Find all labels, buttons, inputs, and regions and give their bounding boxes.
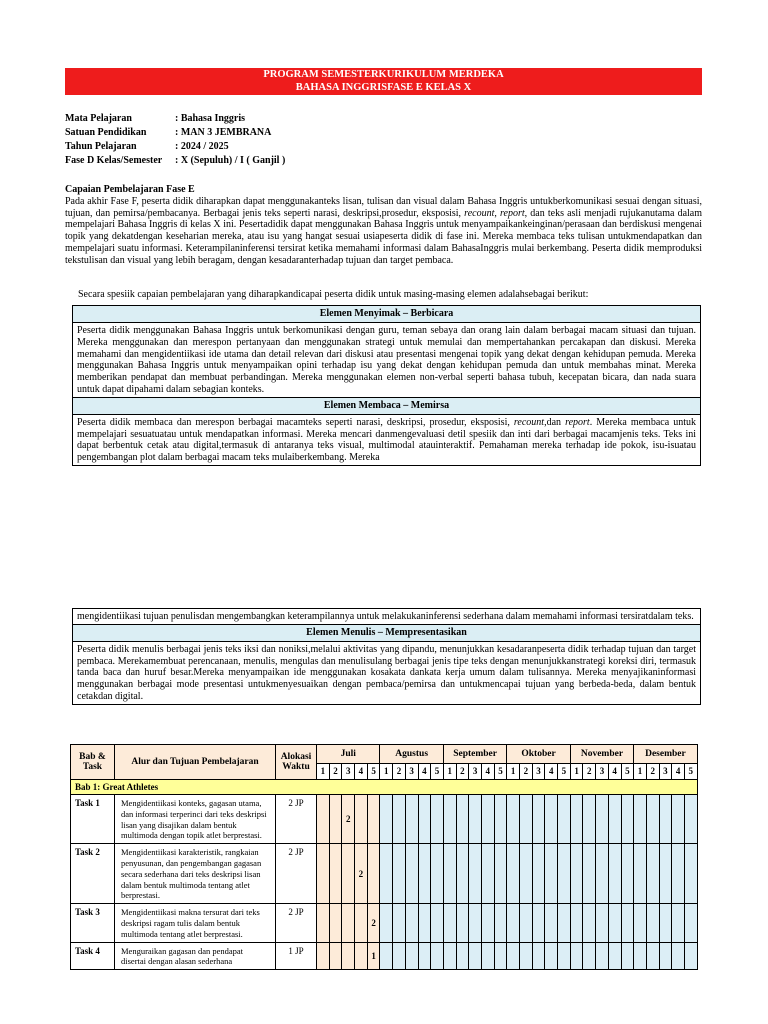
week-cell xyxy=(405,904,418,942)
week-number: 2 xyxy=(456,763,469,779)
week-cell xyxy=(342,942,355,970)
week-cell xyxy=(684,795,697,844)
week-cell xyxy=(431,904,444,942)
week-cell xyxy=(507,844,520,904)
week-cell xyxy=(481,904,494,942)
menyimak-heading: Elemen Menyimak – Berbicara xyxy=(73,306,700,323)
week-number: 4 xyxy=(481,763,494,779)
week-cell xyxy=(646,844,659,904)
week-cell xyxy=(393,795,406,844)
info-value: : MAN 3 JEMBRANA xyxy=(175,127,272,138)
week-cell xyxy=(583,844,596,904)
week-number: 1 xyxy=(570,763,583,779)
week-cell xyxy=(583,942,596,970)
week-cell xyxy=(659,904,672,942)
info-row xyxy=(65,140,285,154)
task-alokasi: 2 JP xyxy=(276,844,317,904)
week-cell xyxy=(545,795,558,844)
week-cell xyxy=(329,795,342,844)
week-cell xyxy=(481,795,494,844)
week-cell xyxy=(418,844,431,904)
week-cell xyxy=(672,942,685,970)
week-cell xyxy=(596,795,609,844)
week-cell xyxy=(317,904,330,942)
info-row xyxy=(65,112,285,126)
week-cell xyxy=(469,904,482,942)
week-number: 1 xyxy=(380,763,393,779)
week-number: 1 xyxy=(507,763,520,779)
title-line-2: BAHASA INGGRISFASE E KELAS X xyxy=(295,82,472,93)
task-name: Task 2 xyxy=(71,844,115,904)
task-name: Task 1 xyxy=(71,795,115,844)
week-cell xyxy=(507,795,520,844)
week-cell xyxy=(672,844,685,904)
week-cell xyxy=(532,942,545,970)
week-cell xyxy=(545,844,558,904)
week-cell xyxy=(456,904,469,942)
month-header: Juli xyxy=(317,745,380,764)
week-cell xyxy=(684,904,697,942)
week-cell xyxy=(520,904,533,942)
week-cell xyxy=(558,942,571,970)
week-cell xyxy=(342,904,355,942)
week-cell xyxy=(380,942,393,970)
week-cell xyxy=(684,942,697,970)
week-cell xyxy=(672,904,685,942)
week-cell xyxy=(634,942,647,970)
week-cell xyxy=(532,844,545,904)
task-description: Menguraikan gagasan dan pendapat disertai dengan alasan sederhana xyxy=(115,942,276,970)
week-number: 2 xyxy=(329,763,342,779)
element-box-page2 xyxy=(72,608,701,705)
week-cell xyxy=(583,795,596,844)
membaca-heading: Elemen Membaca – Memirsa xyxy=(73,397,700,415)
week-cell xyxy=(672,795,685,844)
week-cell xyxy=(469,844,482,904)
week-number: 5 xyxy=(558,763,571,779)
week-number: 2 xyxy=(583,763,596,779)
week-cell xyxy=(469,795,482,844)
week-cell xyxy=(431,795,444,844)
week-cell xyxy=(583,904,596,942)
table-row xyxy=(71,844,698,904)
week-number: 4 xyxy=(672,763,685,779)
week-number: 2 xyxy=(393,763,406,779)
week-cell xyxy=(545,904,558,942)
week-cell xyxy=(621,844,634,904)
title-banner xyxy=(65,68,702,95)
week-cell xyxy=(469,942,482,970)
membaca-text: Peserta didik membaca dan merespon berbagai macamteks seperti narasi, deskripsi, prosedur, eksposisi, recount,dan report. Mereka membaca untuk mempelajari sesuatuatau untuk mendapatkan informasi. Mereka mencari danmengevaluasi detil spesiik dan inti dari berbagai macamjenis teks. Teks ini dapat berbentuk cetak atau digital,termasuk di antaranya teks visual, multimodal atauinteraktif. Pemahaman mereka terhadap ide pokok, isu-isuatau pengembangan plot dalam berbagai macam teks mulaiberkembang. Mereka xyxy=(77,416,696,464)
week-cell xyxy=(443,904,456,942)
week-cell xyxy=(520,844,533,904)
capaian-title: Capaian Pembelajaran Fase E xyxy=(65,184,195,195)
week-cell xyxy=(317,942,330,970)
month-header: Oktober xyxy=(507,745,570,764)
week-cell xyxy=(456,942,469,970)
week-cell xyxy=(443,844,456,904)
week-cell xyxy=(380,844,393,904)
week-cell xyxy=(646,904,659,942)
week-number: 1 xyxy=(317,763,330,779)
col-alokasi-header: Alokasi Waktu xyxy=(276,745,317,780)
week-number: 3 xyxy=(532,763,545,779)
week-number: 3 xyxy=(596,763,609,779)
week-cell xyxy=(317,844,330,904)
week-number: 1 xyxy=(634,763,647,779)
week-cell xyxy=(494,942,507,970)
week-cell xyxy=(418,942,431,970)
week-number: 5 xyxy=(431,763,444,779)
week-number: 5 xyxy=(367,763,380,779)
week-cell xyxy=(646,795,659,844)
element-box-page1 xyxy=(72,305,701,466)
week-cell xyxy=(570,795,583,844)
week-cell xyxy=(431,942,444,970)
week-cell xyxy=(507,942,520,970)
task-alokasi: 2 JP xyxy=(276,904,317,942)
info-label: Fase D Kelas/Semester xyxy=(65,155,163,166)
week-cell xyxy=(329,844,342,904)
week-cell xyxy=(634,904,647,942)
week-cell xyxy=(494,795,507,844)
info-label: Satuan Pendidikan xyxy=(65,127,147,138)
info-block xyxy=(65,112,285,168)
menulis-heading: Elemen Menulis – Mempresentasikan xyxy=(73,624,700,642)
week-cell xyxy=(596,844,609,904)
task-alokasi: 2 JP xyxy=(276,795,317,844)
bab-title: Bab 1: Great Athletes xyxy=(71,780,698,795)
week-cell xyxy=(684,844,697,904)
week-cell xyxy=(659,795,672,844)
week-number: 4 xyxy=(545,763,558,779)
membaca-text-continued: mengidentiikasi tujuan penulisdan mengembangkan keterampilannya untuk melakukaninferensi sederhana dalam memahami informasi tersiratdalam teks. xyxy=(77,611,694,622)
week-cell xyxy=(456,844,469,904)
week-cell xyxy=(418,904,431,942)
week-cell xyxy=(608,942,621,970)
task-name: Task 3 xyxy=(71,904,115,942)
week-cell xyxy=(393,904,406,942)
week-cell xyxy=(494,844,507,904)
week-cell xyxy=(520,942,533,970)
week-number: 3 xyxy=(405,763,418,779)
week-cell xyxy=(355,942,368,970)
week-cell: 2 xyxy=(367,904,380,942)
week-cell xyxy=(481,844,494,904)
week-cell xyxy=(646,942,659,970)
week-cell xyxy=(621,904,634,942)
week-number: 5 xyxy=(684,763,697,779)
week-cell xyxy=(355,795,368,844)
bab-row xyxy=(71,780,698,795)
info-value: : X (Sepuluh) / I ( Ganjil ) xyxy=(175,155,286,166)
week-cell xyxy=(570,904,583,942)
info-label: Mata Pelajaran xyxy=(65,113,132,124)
table-row xyxy=(71,904,698,942)
week-cell xyxy=(367,844,380,904)
menulis-text: Peserta didik menulis berbagai jenis teks iksi dan noniksi,melalui aktivitas yang dipandu, menunjukkan kesadaranpeserta didik terhadap tujuan dan target pembaca. Merekamembuat perencanaan, menulis, mengulas dan menulisulang berbagai jenis tipe teks dengan menunjukkanstrategi koreksi diri, termasuk tanda baca dan huruf besar.Mereka menyampaikan ide menggunakan kosakata dankata kerja umum dalam tulisannya. Mereka menyajikaninformasi menggunakan berbagai mode presentasi untukmenyesuaikan dengan pembaca/pemirsa dan untukmencapai tujuan yang berbeda-beda, dalam bentuk cetakdan digital. xyxy=(77,643,696,702)
task-alokasi: 1 JP xyxy=(276,942,317,970)
week-cell xyxy=(456,795,469,844)
capaian-intro: Secara spesiik capaian pembelajaran yang diharapkandicapai peserta didik untuk masing-masing elemen adalahsebagai berikut: xyxy=(78,289,589,300)
week-cell xyxy=(367,795,380,844)
info-value: : Bahasa Inggris xyxy=(175,113,246,124)
week-number: 4 xyxy=(608,763,621,779)
week-cell xyxy=(659,942,672,970)
week-cell xyxy=(393,942,406,970)
week-cell xyxy=(558,844,571,904)
task-name: Task 4 xyxy=(71,942,115,970)
week-cell xyxy=(317,795,330,844)
info-row xyxy=(65,126,285,140)
week-number: 4 xyxy=(355,763,368,779)
week-cell xyxy=(570,942,583,970)
week-cell xyxy=(608,795,621,844)
capaian-paragraph: Pada akhir Fase F, peserta didik diharapkan dapat menggunakanteks lisan, tulisan dan visual dalam Bahasa Inggris untukberkomunikasi sesuai dengan situasi, tujuan, dan pemirsa/pembacanya. Berbagai jenis teks seperti narasi, deskripsi,prosedur, eksposisi, recount, report, dan teks asli menjadi rujukanutama dalam mempelajari Bahasa Inggris di kelas X ini. Pesertadidik dapat menggunakan Bahasa Inggris untuk menyampaikankeinginan/perasaan dan berdiskusi mengenai topik yang dekatdengan keseharian mereka, atau isu yang hangat sesuai usiapeserta didik di fase ini. Mereka membaca teks tulisan untukmendapatkan dan mempelajari suatu informasi. Keterampilaninferensi tersirat ketika memahami informasi dalam BahasaInggris mulai berkembang. Peserta didik memproduksi tekstulisan dan visual yang lebih beragam, dengan kesadaranterhadap tujuan dan target pembaca. xyxy=(65,196,703,266)
week-cell xyxy=(596,942,609,970)
info-row xyxy=(65,154,285,168)
col-bab-header: Bab & Task xyxy=(71,745,115,780)
week-cell xyxy=(494,904,507,942)
week-cell xyxy=(532,795,545,844)
title-line-1: PROGRAM SEMESTERKURIKULUM MERDEKA xyxy=(263,69,504,80)
week-cell xyxy=(443,942,456,970)
task-description: Mengidentiikasi konteks, gagasan utama, dan informasi terperinci dari teks deskripsi lisan yang disajikan dalam bentuk multimoda dengan topik atlet berprestasi. xyxy=(115,795,276,844)
week-number: 4 xyxy=(418,763,431,779)
week-number: 3 xyxy=(342,763,355,779)
week-cell xyxy=(329,904,342,942)
week-cell xyxy=(558,904,571,942)
week-cell xyxy=(608,844,621,904)
week-cell: 1 xyxy=(367,942,380,970)
week-cell xyxy=(659,844,672,904)
col-alur-header: Alur dan Tujuan Pembelajaran xyxy=(115,745,276,780)
week-cell xyxy=(405,844,418,904)
month-header: September xyxy=(443,745,506,764)
month-header: November xyxy=(570,745,633,764)
week-cell xyxy=(329,942,342,970)
task-description: Mengidentiikasi makna tersurat dari teks deskripsi ragam tulis dalam bentuk multimoda tentang atlet berprestasi. xyxy=(115,904,276,942)
week-cell xyxy=(443,795,456,844)
week-cell xyxy=(405,942,418,970)
week-cell xyxy=(634,795,647,844)
week-number: 3 xyxy=(469,763,482,779)
week-cell xyxy=(342,844,355,904)
week-number: 5 xyxy=(494,763,507,779)
info-label: Tahun Pelajaran xyxy=(65,141,137,152)
week-number: 3 xyxy=(659,763,672,779)
week-cell xyxy=(380,795,393,844)
week-cell xyxy=(621,942,634,970)
week-number: 1 xyxy=(443,763,456,779)
week-cell xyxy=(621,795,634,844)
week-cell xyxy=(634,844,647,904)
info-value: : 2024 / 2025 xyxy=(175,141,229,152)
week-cell xyxy=(481,942,494,970)
month-header: Desember xyxy=(634,745,697,764)
schedule-table xyxy=(70,744,698,970)
week-cell xyxy=(545,942,558,970)
week-cell xyxy=(380,904,393,942)
week-cell xyxy=(405,795,418,844)
week-cell xyxy=(355,904,368,942)
table-row xyxy=(71,795,698,844)
week-number: 2 xyxy=(520,763,533,779)
week-number: 2 xyxy=(646,763,659,779)
week-number: 5 xyxy=(621,763,634,779)
week-cell xyxy=(596,904,609,942)
week-cell xyxy=(520,795,533,844)
week-cell xyxy=(532,904,545,942)
week-cell xyxy=(608,904,621,942)
menyimak-text: Peserta didik menggunakan Bahasa Inggris untuk berkomunikasi dengan guru, teman sebaya dan orang lain dalam berbagai macam situasi dan tujuan. Mereka menggunakan dan merespon pertanyaan dan menggunakan strategi untuk memulai dan mempertahankan percakapan dan diskusi. Mereka memahami dan mengidentiikasi ide utama dan detail relevan dari diskusi atau presentasi mengenai topik yang dekat dengan kehidupan pemuda. Mereka menggunakan Bahasa Inggris untuk menyampaikan opini terhadap isu yang dekat dengan kehidupan pemuda dan untuk membahas minat. Mereka memberikan pendapat dan membuat perbandingan. Mereka menggunakan elemen non-verbal seperti bahasa tubuh, kecepatan bicara, dan nada suara untuk dapat dipahami dalam sebagian konteks. xyxy=(77,325,696,395)
table-row xyxy=(71,942,698,970)
week-cell: 2 xyxy=(342,795,355,844)
week-cell xyxy=(507,904,520,942)
week-cell xyxy=(393,844,406,904)
month-header: Agustus xyxy=(380,745,443,764)
week-cell xyxy=(570,844,583,904)
task-description: Mengidentiikasi karakteristik, rangkaian penyusunan, dan pengembangan gagasan secara sederhana dari teks deskripsi lisan dalam bentuk multimoda tentang atlet berprestasi. xyxy=(115,844,276,904)
week-cell xyxy=(431,844,444,904)
week-cell: 2 xyxy=(355,844,368,904)
week-cell xyxy=(418,795,431,844)
week-cell xyxy=(558,795,571,844)
